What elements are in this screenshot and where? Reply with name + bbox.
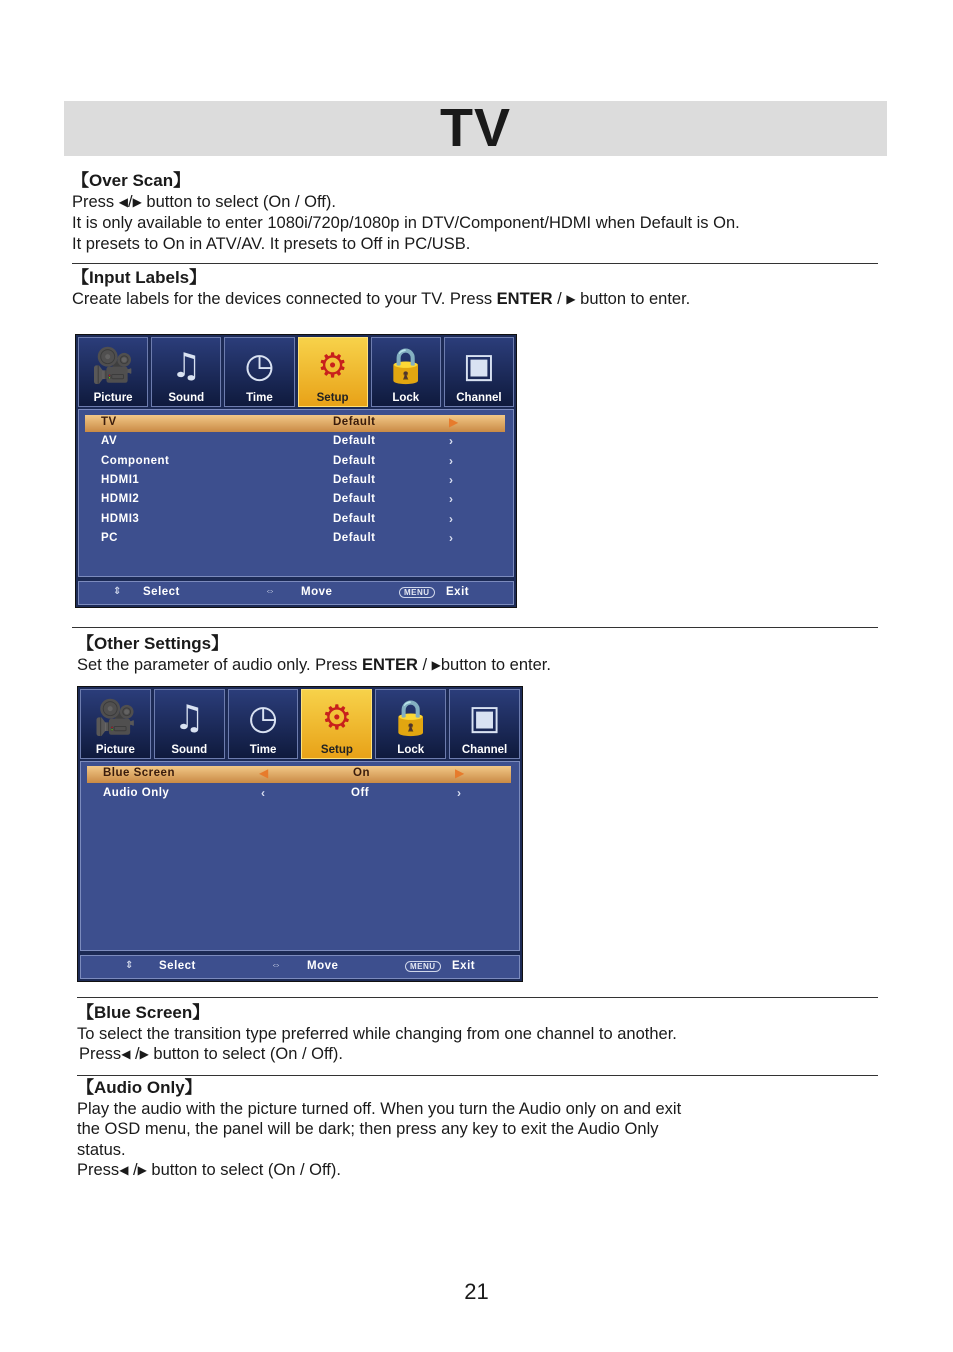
menu-row-hdmi1[interactable]: HDMI1 Default › — [101, 473, 454, 487]
left-arrow-icon: ◀ — [119, 1163, 129, 1177]
footer-select-label: Select — [143, 586, 180, 598]
tab-lock[interactable]: 🔒 Lock — [375, 689, 446, 759]
divider — [72, 627, 878, 628]
menu-key-icon: MENU — [399, 587, 435, 598]
tab-channel[interactable]: ▣ Channel — [444, 337, 514, 407]
divider — [72, 263, 878, 264]
tab-picture[interactable]: 🎥 Picture — [78, 337, 148, 407]
satellite-dish-icon: ▣ — [468, 698, 501, 738]
menu-footer — [78, 581, 514, 605]
music-note-icon: ♫ — [171, 346, 202, 386]
chevron-right-icon: › — [449, 434, 454, 448]
tab-picture[interactable]: 🎥 Picture — [80, 689, 151, 759]
right-arrow-icon: ▶ — [431, 657, 441, 672]
audio-only-line-2: the OSD menu, the panel will be dark; then press any key to exit the Audio Only — [77, 1120, 659, 1138]
menu-footer — [80, 955, 520, 979]
audio-only-section — [77, 1078, 681, 1182]
audio-only-heading: 【Audio Only】 — [77, 1078, 202, 1097]
menu-row-pc[interactable]: PC Default › — [101, 531, 454, 545]
clock-icon: ◷ — [248, 698, 278, 738]
chevron-left-icon: ◀ — [259, 766, 269, 780]
over-scan-line-3: It presets to On in ATV/AV. It presets to Off in PC/USB. — [72, 234, 471, 253]
chevron-right-icon: ▶ — [449, 415, 459, 429]
left-arrow-icon: ◀ — [121, 1047, 131, 1061]
tools-icon: ⚙ — [317, 346, 348, 386]
menu-row-hdmi2[interactable]: HDMI2 Default › — [101, 492, 454, 506]
tab-channel[interactable]: ▣ Channel — [449, 689, 520, 759]
blue-screen-line-1: To select the transition type preferred while changing from one channel to another. — [77, 1024, 677, 1043]
left-right-icon: ⇔ — [265, 586, 276, 597]
chevron-right-icon: › — [449, 492, 454, 506]
clock-icon: ◷ — [244, 346, 275, 386]
tab-setup[interactable]: ⚙ Setup — [298, 337, 368, 407]
audio-only-line-4: Press◀ /▶ button to select (On / Off). — [77, 1161, 341, 1179]
menu-row-tv[interactable]: TV Default ▶ — [85, 415, 505, 432]
tab-time[interactable]: ◷ Time — [228, 689, 299, 759]
right-arrow-icon: ▶ — [137, 1163, 147, 1177]
input-labels-text: Create labels for the devices connected to your TV. Press ENTER / ▶ button to enter. — [72, 289, 691, 308]
other-settings-osd-menu — [77, 686, 523, 982]
over-scan-section — [72, 171, 740, 254]
padlock-icon: 🔒 — [389, 698, 432, 738]
tab-time[interactable]: ◷ Time — [224, 337, 294, 407]
menu-row-blue-screen[interactable]: Blue Screen ◀ On ▶ — [87, 766, 511, 783]
input-labels-osd-menu — [75, 334, 517, 608]
chevron-left-icon: ‹ — [261, 786, 266, 800]
menu-row-av[interactable]: AV Default › — [101, 434, 454, 448]
chevron-right-icon: › — [449, 473, 454, 487]
footer-select-label: Select — [159, 960, 196, 972]
over-scan-line-2: It is only available to enter 1080i/720p/1080p in DTV/Component/HDMI when Default is On. — [72, 214, 740, 232]
menu-list — [80, 761, 520, 951]
other-settings-section — [77, 634, 551, 676]
audio-only-line-3: status. — [77, 1140, 126, 1159]
music-note-icon: ♫ — [174, 698, 205, 738]
audio-only-line-1: Play the audio with the picture turned off. When you turn the Audio only on and exit — [77, 1099, 682, 1118]
tab-sound[interactable]: ♫ Sound — [151, 337, 221, 407]
footer-exit-label: Exit — [452, 960, 476, 972]
blue-screen-section — [77, 1003, 677, 1066]
divider — [77, 1075, 878, 1076]
right-arrow-icon: ▶ — [139, 1047, 149, 1061]
tools-icon: ⚙ — [321, 698, 353, 738]
chevron-right-icon: › — [449, 454, 454, 468]
input-labels-section — [72, 268, 690, 310]
over-scan-line-1: Press ◀/▶ button to select (On / Off). — [72, 192, 336, 211]
menu-row-component[interactable]: Component Default › — [101, 454, 454, 468]
menu-key-icon: MENU — [405, 961, 441, 972]
camcorder-icon: 🎥 — [94, 698, 137, 738]
menu-list — [78, 409, 514, 577]
satellite-dish-icon: ▣ — [462, 346, 495, 386]
up-down-icon: ⇕ — [125, 960, 134, 971]
menu-row-hdmi3[interactable]: HDMI3 Default › — [101, 512, 454, 526]
left-right-icon: ⇔ — [271, 960, 282, 971]
input-labels-heading: 【Input Labels】 — [72, 268, 207, 287]
other-settings-text: Set the parameter of audio only. Press ENTER / ▶button to enter. — [77, 655, 551, 674]
blue-screen-line-2: Press◀ /▶ button to select (On / Off). — [79, 1045, 343, 1063]
camcorder-icon: 🎥 — [91, 346, 135, 386]
footer-move-label: Move — [307, 960, 339, 972]
padlock-icon: 🔒 — [384, 346, 427, 386]
divider — [77, 997, 878, 998]
other-settings-heading: 【Other Settings】 — [77, 634, 229, 653]
menu-tab-bar — [78, 337, 514, 407]
chevron-right-icon: › — [449, 531, 454, 545]
chevron-right-icon: › — [449, 512, 454, 526]
chevron-right-icon: › — [457, 786, 462, 800]
over-scan-heading: 【Over Scan】 — [72, 171, 191, 190]
right-arrow-icon: ▶ — [132, 194, 142, 209]
left-arrow-icon: ◀ — [118, 194, 128, 209]
right-arrow-icon: ▶ — [566, 291, 576, 306]
tab-lock[interactable]: 🔒 Lock — [371, 337, 441, 407]
footer-exit-label: Exit — [446, 586, 470, 598]
title-banner — [64, 98, 887, 158]
up-down-icon: ⇕ — [113, 586, 122, 597]
menu-tab-bar — [80, 689, 520, 759]
page-number: 21 — [464, 1279, 489, 1304]
footer-move-label: Move — [301, 586, 333, 598]
blue-screen-heading: 【Blue Screen】 — [77, 1003, 210, 1022]
tab-sound[interactable]: ♫ Sound — [154, 689, 225, 759]
page-title: TV — [439, 98, 511, 158]
chevron-right-icon: ▶ — [455, 766, 465, 780]
menu-row-audio-only[interactable]: Audio Only ‹ Off › — [103, 786, 462, 800]
tab-setup[interactable]: ⚙ Setup — [301, 689, 372, 759]
